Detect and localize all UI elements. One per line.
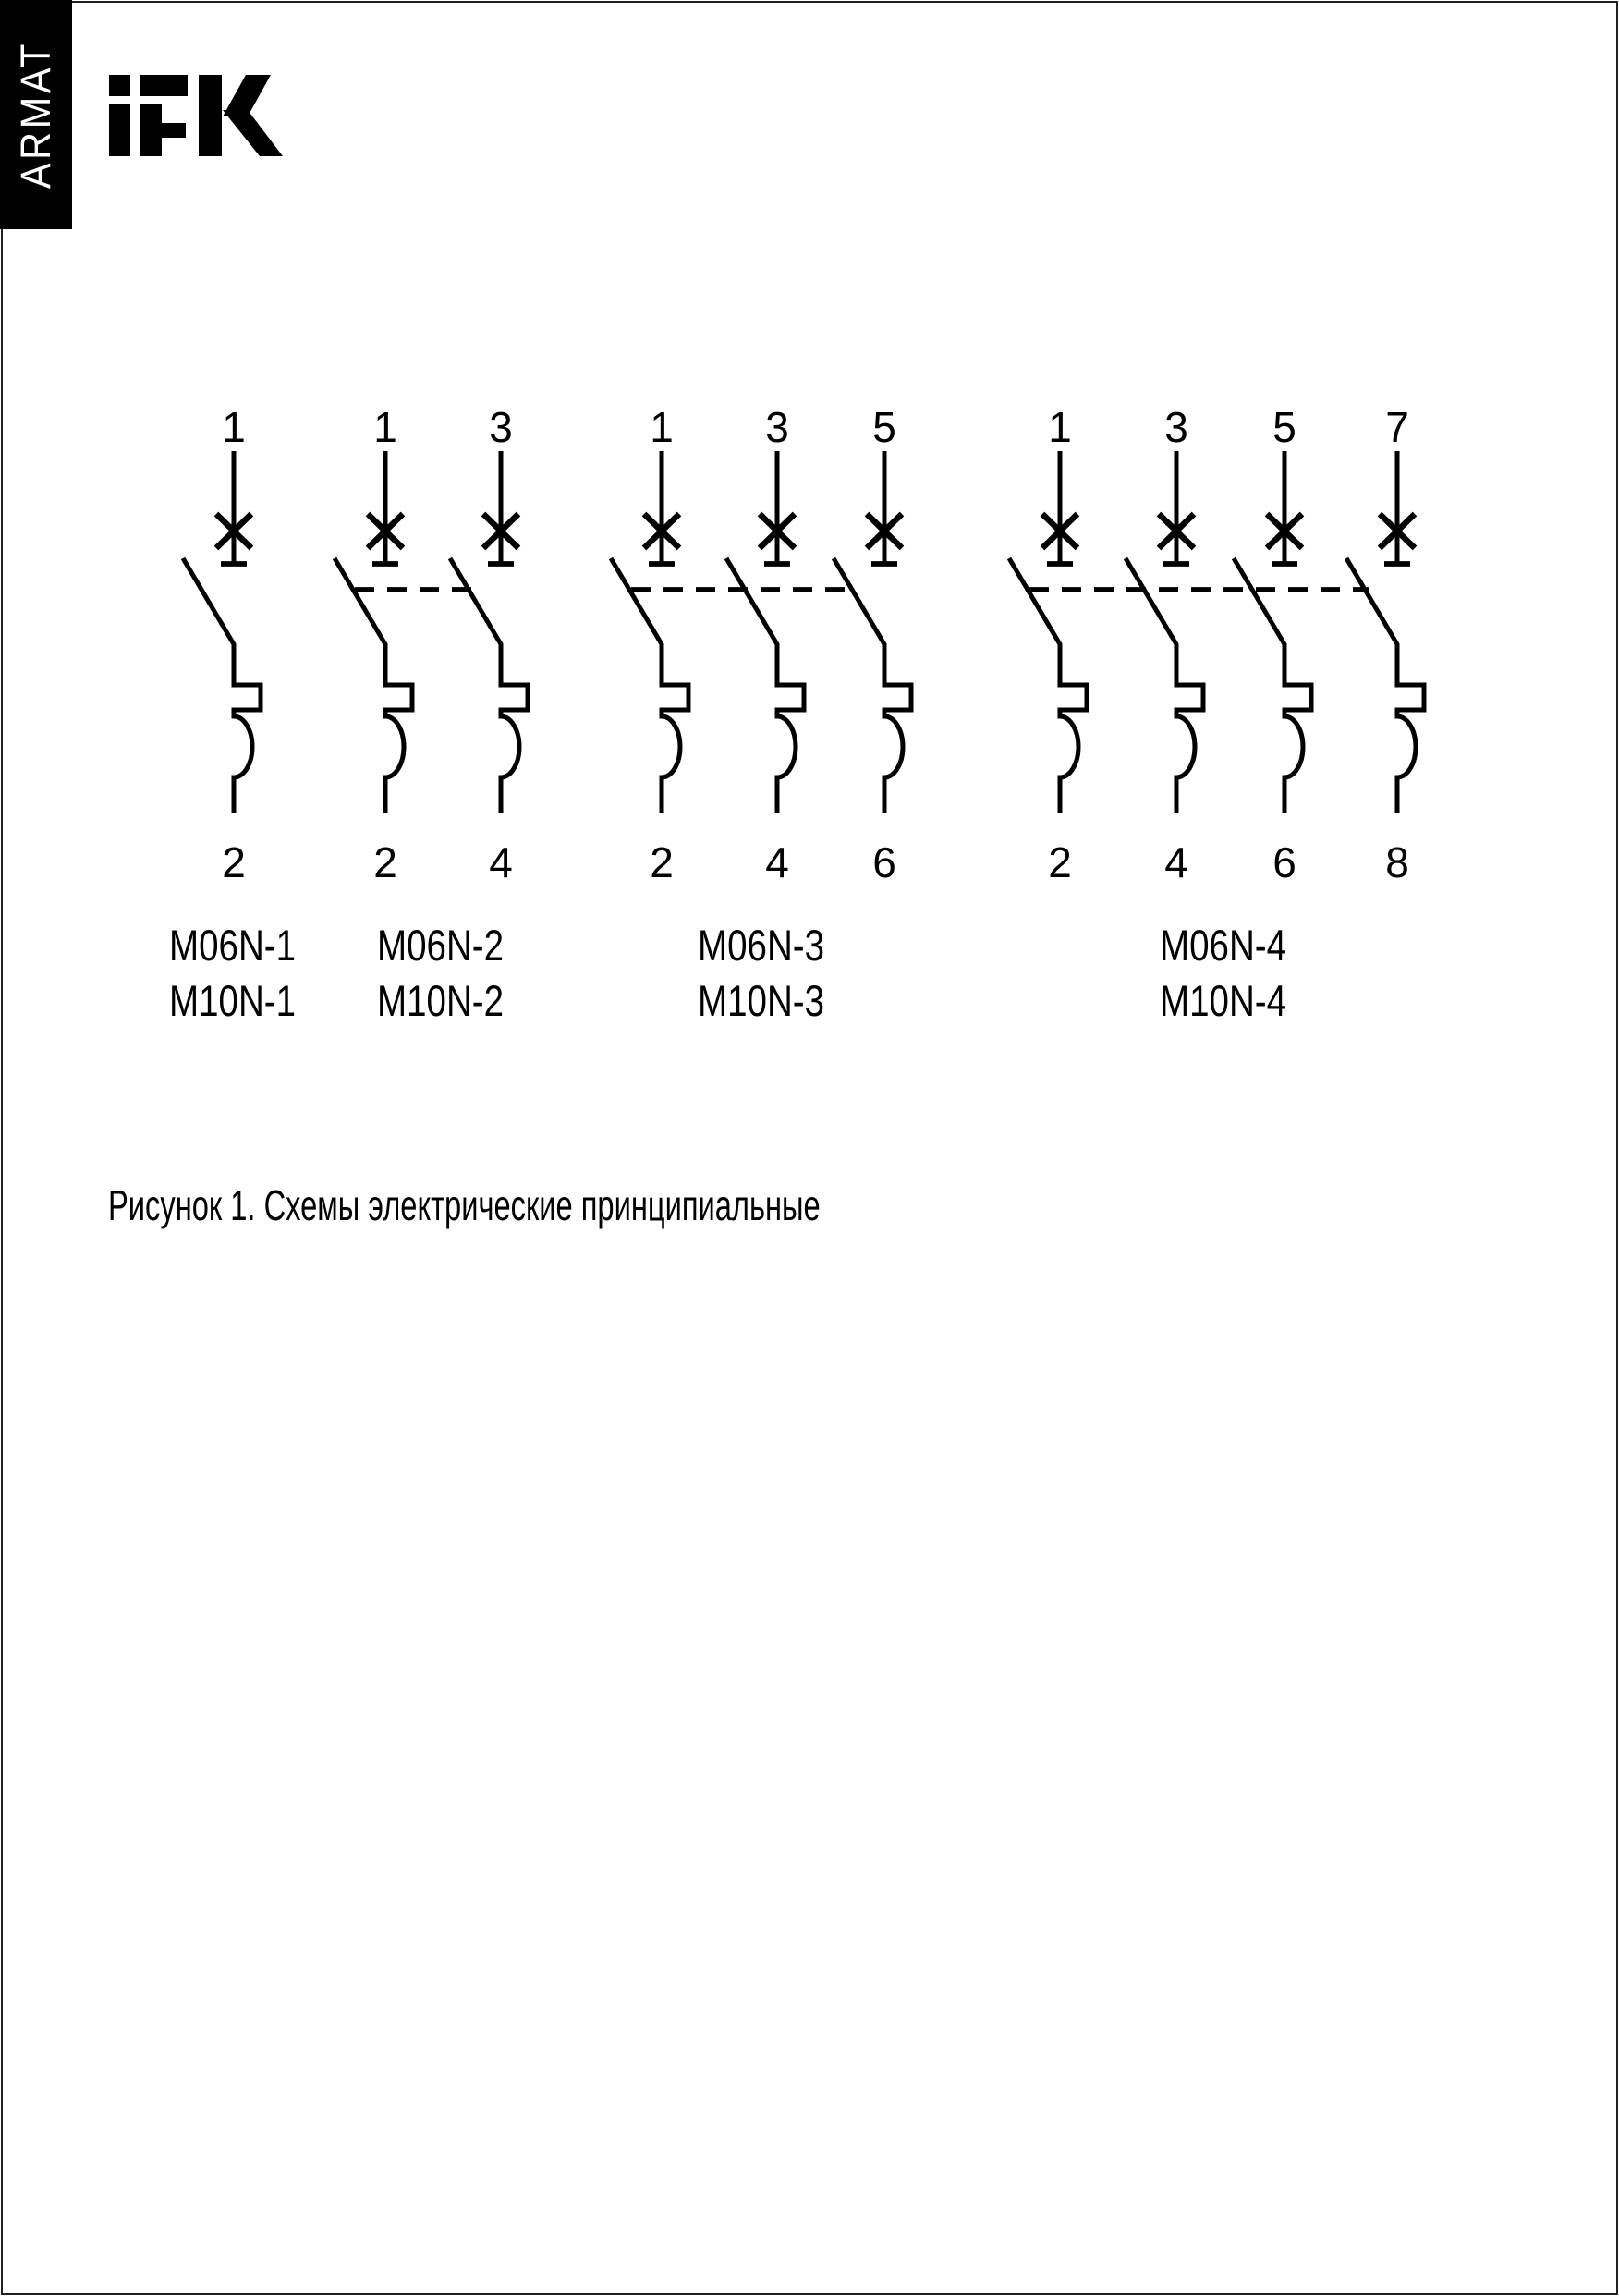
diagram-3pole: [611, 403, 911, 886]
model-label: M10N-4: [1160, 976, 1287, 1025]
terminal-number-top: 1: [1048, 403, 1072, 451]
terminal-number-top: 1: [650, 403, 674, 451]
terminal-number-bottom: 2: [373, 838, 397, 886]
terminal-number-top: 3: [1164, 403, 1188, 451]
model-label: M06N-4: [1160, 921, 1287, 970]
terminal-number-top: 5: [872, 403, 896, 451]
pole-body-path: [1234, 558, 1311, 813]
circuit-schematic: [0, 0, 1619, 924]
terminal-number-bottom: 4: [1164, 838, 1188, 886]
terminal-number-bottom: 4: [489, 838, 513, 886]
terminal-number-bottom: 8: [1385, 838, 1409, 886]
breaker-pole: [726, 403, 804, 886]
pole-body-path: [1346, 558, 1424, 813]
terminal-number-top: 3: [489, 403, 513, 451]
pole-body-path: [1009, 558, 1087, 813]
breaker-pole: [450, 403, 528, 886]
breaker-pole: [1126, 403, 1203, 886]
breaker-pole: [834, 403, 911, 886]
breaker-pole: [1009, 403, 1087, 886]
pole-body-path: [183, 558, 261, 813]
breaker-pole: [1234, 403, 1311, 886]
pole-body-path: [335, 558, 412, 813]
diagram-1pole: [183, 403, 261, 886]
terminal-number-bottom: 6: [1272, 838, 1296, 886]
model-label: M06N-3: [698, 921, 825, 970]
breaker-pole: [335, 403, 412, 886]
model-label: M10N-2: [377, 976, 505, 1025]
diagram-2pole: [335, 403, 528, 886]
model-label: M06N-1: [169, 921, 297, 970]
terminal-number-bottom: 2: [222, 838, 246, 886]
terminal-number-top: 1: [222, 403, 246, 451]
model-label: M06N-2: [377, 921, 505, 970]
terminal-number-bottom: 4: [765, 838, 789, 886]
armat-banner-label: ARMAT: [12, 40, 60, 189]
terminal-number-bottom: 6: [872, 838, 896, 886]
pole-body-path: [1126, 558, 1203, 813]
terminal-number-top: 3: [765, 403, 789, 451]
model-label: M10N-1: [169, 976, 297, 1025]
pole-body-path: [450, 558, 528, 813]
model-label: M10N-3: [698, 976, 825, 1025]
diagram-4pole: [1009, 403, 1424, 886]
pole-body-path: [834, 558, 911, 813]
terminal-number-bottom: 2: [1048, 838, 1072, 886]
terminal-number-top: 7: [1385, 403, 1409, 451]
breaker-pole: [1346, 403, 1424, 886]
pole-body-path: [726, 558, 804, 813]
pole-body-path: [611, 558, 688, 813]
terminal-number-top: 5: [1272, 403, 1296, 451]
terminal-number-top: 1: [373, 403, 397, 451]
breaker-pole: [611, 403, 688, 886]
figure-caption: Рисунок 1. Схемы электрические принципиальные: [108, 1181, 821, 1229]
breaker-pole: [183, 403, 261, 886]
terminal-number-bottom: 2: [650, 838, 674, 886]
